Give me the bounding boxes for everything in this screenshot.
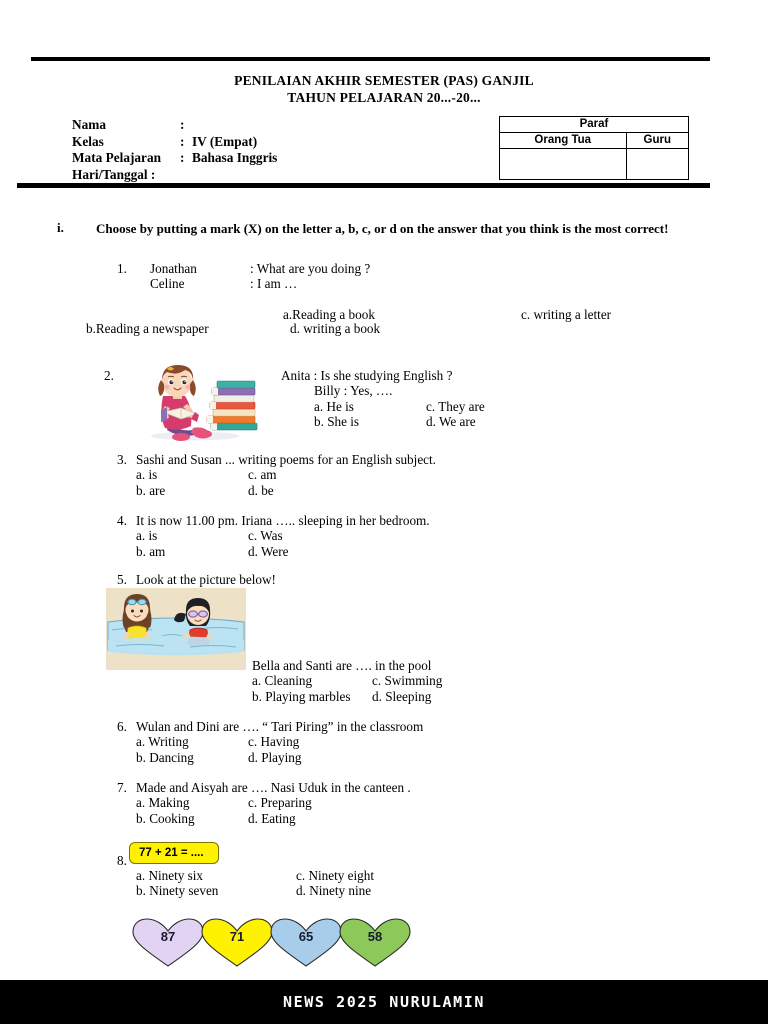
question-4-option-c[interactable]: c. Was [248,528,283,544]
question-1-dialogue [150,261,370,292]
question-6-stem: Wulan and Dini are …. “ Tari Piring” in the classroom [136,719,424,734]
question-2-line-1: Anita : Is she studying English ? [281,368,453,383]
question-2-options-row-2 [281,414,485,429]
identity-label-nama: Nama [72,117,106,132]
question-2-number: 2. [104,368,114,383]
identity-label-kelas: Kelas [72,133,104,149]
footer-watermark: NEWS 2025 NURULAMIN [0,980,768,1024]
question-2-options-row-1 [281,399,485,414]
question-2-body [281,368,485,430]
question-3-stem: Sashi and Susan ... writing poems for an English subject. [136,452,436,467]
instruction-text: Choose by putting a mark (X) on the letter a, b, c, or d on the answer that you think is the most correct! [96,221,669,236]
question-5-option-b[interactable]: b. Playing marbles [252,688,351,704]
question-3-number: 3. [117,452,127,467]
question-5-option-c[interactable]: c. Swimming [372,673,443,689]
question-3-body [136,452,436,498]
question-7-options-row-1 [136,795,411,810]
paraf-signature-cell-guru[interactable] [626,149,689,180]
math-expression-highlight-box: 77 + 21 = .... [129,842,219,864]
question-7-option-d[interactable]: d. Eating [248,810,296,826]
top-divider-rule [31,57,710,61]
question-6-number: 6. [117,719,127,734]
question-3-option-c[interactable]: c. am [248,467,277,483]
question-1-option-c[interactable]: c. writing a letter [521,307,612,322]
page-title-line-1: PENILAIAN AKHIR SEMESTER (PAS) GANJIL [234,73,534,88]
question-5-number: 5. [117,572,127,587]
question-2-option-b[interactable]: b. She is [314,414,360,430]
question-3-option-d[interactable]: d. be [248,482,274,498]
identity-value-kelas: IV (Empat) [192,133,258,149]
question-4-body [136,513,430,559]
question-8-option-d[interactable]: d. Ninety nine [296,883,372,899]
question-1-line-1 [150,261,370,276]
question-1-speaker-2-name: Celine [150,276,185,292]
paraf-column-guru: Guru [626,133,689,149]
question-1-speaker-1-text: : What are you doing ? [250,261,371,276]
question-4-stem: It is now 11.00 pm. Iriana ….. sleeping in her bedroom. [136,513,430,528]
question-2-line-2: Billy : Yes, …. [314,383,393,399]
question-4-number: 4. [117,513,127,528]
question-5-option-a[interactable]: a. Cleaning [252,673,313,689]
identity-value-mata-pelajaran: Bahasa Inggris [192,150,278,165]
question-4-options-row-1 [136,528,430,543]
question-6-option-c[interactable]: c. Having [248,734,300,750]
question-6-body [136,719,423,765]
question-8-number: 8. [117,853,127,868]
question-8-options-row-2 [136,883,374,898]
heart-shape-1[interactable] [130,916,206,968]
question-1-speaker-1-name: Jonathan [150,261,197,276]
paraf-column-orang-tua: Orang Tua [500,133,627,149]
heart-shape-4[interactable] [337,916,413,968]
identity-row-hari-tanggal [72,167,277,184]
paraf-title-cell: Paraf [500,117,689,133]
instruction-numeral: i. [57,220,64,235]
question-6-options-row-1 [136,734,423,749]
question-7-options-row-2 [136,811,411,826]
question-1-option-d[interactable]: d. writing a book [290,321,381,336]
question-2-option-a[interactable]: a. He is [314,398,354,414]
identity-row-nama [72,117,277,134]
question-5-caption: Bella and Santi are …. in the pool [252,658,432,673]
question-7-option-a[interactable]: a. Making [136,795,190,811]
question-7-body [136,780,411,826]
question-4-option-d[interactable]: d. Were [248,543,289,559]
identity-colon-hari-tanggal [180,167,192,184]
question-7-option-b[interactable]: b. Cooking [136,810,195,826]
heart-value-4: 58 [367,929,383,944]
heart-value-2: 71 [229,929,245,944]
heart-shape-2[interactable] [199,916,275,968]
question-5-option-d[interactable]: d. Sleeping [372,688,432,704]
swimming-pool-illustration [106,588,246,670]
question-1-speaker-2-text: : I am … [250,276,298,292]
identity-row-mata-pelajaran [72,150,277,167]
question-5-options-row-2 [252,689,442,704]
question-2-option-d[interactable]: d. We are [426,414,476,430]
student-identity-block [72,117,277,183]
question-4-option-a[interactable]: a. is [136,528,158,544]
paraf-signature-row [500,149,689,180]
exam-title-block [0,72,768,106]
page-title-line-2: TAHUN PELAJARAN 20...-20... [287,90,481,105]
girl-reading-book-illustration [137,360,261,444]
heart-value-3: 65 [298,929,314,944]
paraf-header-row [500,133,689,149]
question-2-option-c[interactable]: c. They are [426,398,485,414]
question-5-stem: Look at the picture below! [136,572,276,587]
question-3-option-a[interactable]: a. is [136,467,158,483]
question-5-options-row-1 [252,673,442,688]
heart-shape-3[interactable] [268,916,344,968]
paraf-signature-table [499,116,689,180]
question-7-number: 7. [117,780,127,795]
identity-colon-nama: : [180,117,185,132]
paraf-title-row [500,117,689,133]
question-7-stem: Made and Aisyah are …. Nasi Uduk in the canteen . [136,780,411,795]
question-6-option-a[interactable]: a. Writing [136,734,189,750]
question-3-options-row-1 [136,467,436,482]
question-8-options-row-1 [136,868,374,883]
question-3-option-b[interactable]: b. are [136,482,166,498]
question-4-option-b[interactable]: b. am [136,543,166,559]
question-6-option-d[interactable]: d. Playing [248,749,302,765]
bottom-divider-rule [17,183,710,188]
question-6-option-b[interactable]: b. Dancing [136,749,194,765]
question-8-options-block [136,868,374,899]
question-1-option-a[interactable]: a.Reading a book [283,307,375,322]
question-5-options-block [252,658,442,704]
question-8-option-b[interactable]: b. Ninety seven [136,883,219,899]
identity-colon-mata-pelajaran: : [180,150,185,165]
heart-value-1: 87 [160,929,176,944]
question-1-option-b[interactable]: b.Reading a newspaper [86,321,209,336]
question-1-line-2 [150,276,370,291]
identity-colon-kelas: : [180,133,185,149]
question-1-number: 1. [117,261,127,276]
question-8-option-a[interactable]: a. Ninety six [136,868,204,883]
question-6-options-row-2 [136,750,423,765]
identity-row-kelas [72,134,277,151]
question-3-options-row-2 [136,483,436,498]
question-4-options-row-2 [136,544,430,559]
question-8-option-c[interactable]: c. Ninety eight [296,868,375,883]
identity-label-mata-pelajaran: Mata Pelajaran [72,150,161,165]
identity-label-hari-tanggal: Hari/Tanggal : [72,166,156,182]
paraf-signature-cell-orang-tua[interactable] [500,149,627,180]
question-7-option-c[interactable]: c. Preparing [248,795,312,811]
number-hearts-row [130,916,420,972]
